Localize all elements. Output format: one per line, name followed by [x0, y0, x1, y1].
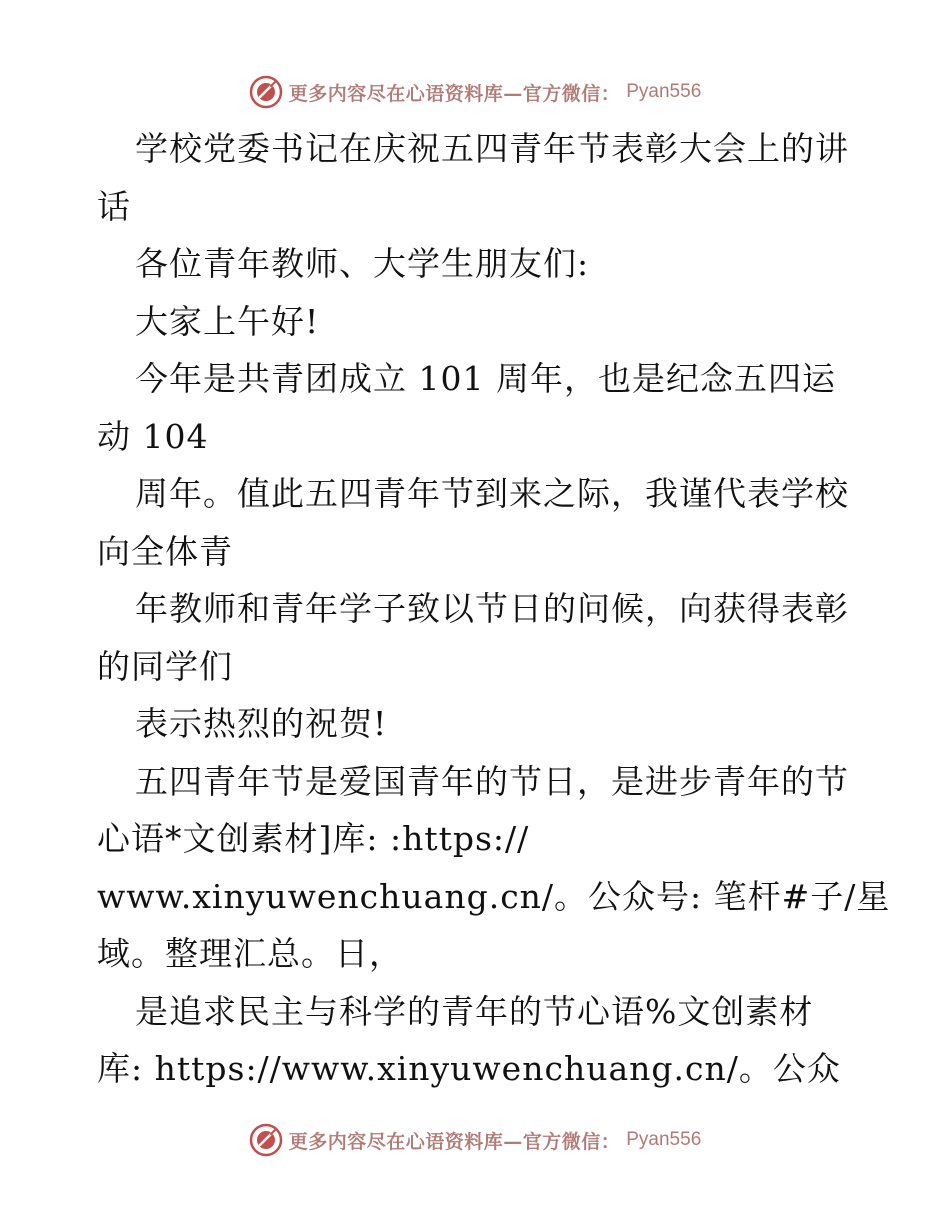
greeting-line: 大家上午好!	[135, 301, 320, 341]
paragraph-line: 今年是共青团成立 101 周年，也是纪念五四运	[135, 359, 836, 398]
seal-logo-icon	[249, 1123, 283, 1157]
header-banner-wechat: Pyan556	[626, 81, 702, 102]
paragraph-line: 心语*文创素材]库: :https://	[97, 819, 530, 858]
paragraph-line: www.xinyuwenchuang.cn/。公众号: 笔杆#子/星	[97, 876, 891, 916]
paragraph-line: 向全体青	[97, 531, 233, 571]
paragraph-line: 表示热烈的祝贺!	[135, 704, 388, 743]
doc-title-line: 学校党委书记在庆祝五四青年节表彰大会上的讲	[135, 129, 849, 168]
header-banner-text: 更多内容尽在心语资料库—官方微信：	[288, 82, 621, 105]
document-body	[97, 120, 891, 1098]
salutation-line: 各位青年教师、大学生朋友们:	[135, 244, 590, 283]
footer-banner-wechat: Pyan556	[626, 1129, 702, 1150]
paragraph-line: 的同学们	[97, 646, 233, 686]
doc-title-continuation: 话	[97, 186, 131, 226]
paragraph-line: 五四青年节是爱国青年的节日，是进步青年的节	[135, 761, 849, 801]
footer-watermark-banner	[0, 1118, 950, 1162]
paragraph-line: 是追求民主与科学的青年的节心语%文创素材	[135, 991, 814, 1031]
paragraph-line: 域。整理汇总。日，	[97, 934, 403, 973]
paragraph-line: 年教师和青年学子致以节日的问候，向获得表彰	[135, 589, 849, 628]
header-watermark-banner	[0, 70, 950, 114]
seal-logo-icon	[249, 75, 283, 109]
footer-banner-text: 更多内容尽在心语资料库—官方微信：	[288, 1130, 621, 1153]
paragraph-line: 周年。值此五四青年节到来之际，我谨代表学校	[135, 474, 849, 513]
paragraph-line: 库: https://www.xinyuwenchuang.cn/。公众	[97, 1049, 841, 1088]
paragraph-line: 动 104	[97, 416, 209, 456]
